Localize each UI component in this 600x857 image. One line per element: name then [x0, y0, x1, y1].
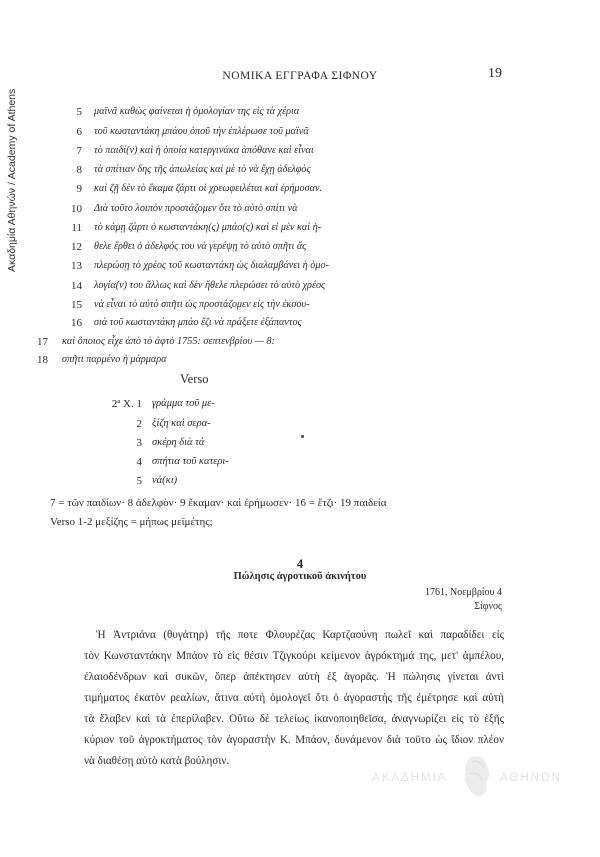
athena-emblem-icon: [458, 752, 494, 800]
line-number: 17: [37, 336, 48, 348]
line-text: μαϊνᾶ καθὼς φαίνεται ἡ ὁμολογίαν της εἰς τὰ χέρια: [94, 106, 300, 117]
line-number: 12: [71, 241, 82, 253]
summary-line: τιμήματος ἑκατὸν ρεαλίων, ἅτινα αὐτὴ ὁμολογεῖ ὅτι ὁ ἀγοραστὴς τῆς ἐμέτρησε καὶ αὐτὴ: [84, 692, 504, 704]
line-text: πλερώσῃ τὸ χρέος τοῦ κωσταντάκη ὡς διαλαμβάνει ἡ ὁμο-: [94, 260, 329, 271]
line-text: θελε ἔρθει ὁ ἀδελφός του νὰ γερέψῃ τὸ αὐτὸ σπῆτι ἄς: [94, 241, 307, 252]
line-number: 8: [76, 164, 82, 176]
line-number: 7: [76, 145, 82, 157]
line-number: 18: [37, 354, 48, 366]
line-number: 6: [76, 126, 82, 138]
summary-line: ἐλαιοδένδρων καὶ συκῶν, ὅπερ ἀπέκτησεν αὐτὴ ἐξ ἀγορᾶς. Ἡ πώλησις γίνεται ἀντὶ: [84, 671, 504, 683]
line-text: καὶ ὅποιος εἶχε ἀπὸ τὸ ἀφτὸ 1755: σεπτενβρίου — 8:: [62, 336, 275, 347]
line-text: σπῆτι παρμένο ἡ μάρμαρα: [62, 354, 167, 365]
critical-note: 7 = τῶν παιδίων· 8 ἀδελφὸν· 9 ἔκαμαν· καὶ ἐρήμωσεν· 16 = ἔτζι· 19 παιδεία: [50, 497, 387, 509]
line-number: 5: [76, 106, 82, 118]
verso-line-text: γράμμα τοῦ με-: [152, 398, 215, 409]
critical-note: Verso 1-2 μεξίζης = μήπως μεϊμέτης;: [50, 516, 213, 528]
document-title: Πώλησις ἀγροτικοῦ ἀκινήτου: [233, 571, 367, 582]
summary-line: κύριον τοῦ ἀγροκτήματος τὸν ἀγοραστὴν Κ. Μπάον, δυνάμενον διὰ τοῦτο ὡς ἴδιον πλέον: [84, 734, 504, 746]
side-label: Ακαδημία Αθηνών / Academy of Athens: [6, 88, 18, 273]
watermark-left-text: ΑΚΑΔΗΜΙΑ: [372, 772, 448, 784]
line-number: 15: [71, 299, 82, 311]
verso-line-number: 2: [136, 418, 142, 430]
line-number: 9: [76, 183, 82, 195]
line-text: τὰ σπίτιαν δης τῆς ἀπωλείας καὶ μὲ τὸ νὰ ἔχῃ ἀδελφὸς: [94, 164, 311, 175]
line-text: νὰ εἶναι τὸ αὐτὸ σπῆτι ὡς προστάζομεν εἰς τὴν ἐκσου-: [94, 299, 310, 310]
document-place: Σίφνος: [474, 601, 502, 612]
document-date: 1761, Νοεμβρίου 4: [424, 587, 502, 598]
line-number: 13: [71, 260, 82, 272]
document-number: 4: [296, 557, 304, 571]
verso-line-text: ξίζη καὶ σερα-: [152, 418, 211, 429]
line-number: 14: [71, 280, 82, 292]
line-text: καὶ ζῇ δὲν τὸ ἔκαμα ζάρτι οἱ χρεωφειλέται καὶ ἐρήμοσαν.: [94, 183, 323, 194]
summary-line: τὸν Κωνσταντάκην Μπάον τὸ εἰς θέσιν Τζιγκούρι κείμενον ἀγρόκτημά της, μετ' ἀμπέλου,: [84, 650, 504, 662]
line-text: τὸ κάμῃ ζάρτι ὁ κωσταντάκη(ς) μπάο(ς) καὶ εἰ μὲν καὶ ἡ-: [94, 222, 322, 233]
verso-heading: Verso: [180, 372, 209, 386]
line-number: 16: [71, 317, 82, 329]
summary-line: Ἡ Ἀντριάνα (θυγάτηρ) τῆς ποτε Φλουρέζας Καρτζαούνη πωλεῖ καὶ παραδίδει εἰς: [96, 629, 504, 641]
verso-line-number: 4: [136, 456, 142, 468]
line-number: 10: [71, 203, 82, 215]
watermark-right-text: ΑΘΗΝΩΝ: [500, 772, 562, 784]
line-text: λογία(ν) του ἄλλως καὶ δὲν ἤθελε πλερώσει τὸ αὐτὸ χρέος: [94, 280, 326, 291]
page-number: 19: [488, 66, 502, 81]
line-text: τοῦ κωσταντάκη μπάου ὁποῦ τὴν ἐπλέρωσε τοῦ μαϊνᾶ: [94, 126, 309, 137]
line-number: 11: [71, 222, 82, 234]
verso-line-text: σκέρη διὰ τά: [152, 437, 205, 448]
line-text: τὸ παιδί(ν) καὶ ἡ ὁποία κατεργινάκα ἀπόθανε καὶ εἶναι: [94, 145, 314, 156]
summary-line: νὰ διαθέσῃ αὐτὸ κατὰ βούλησιν.: [84, 755, 230, 767]
line-text: Διὰ τοῦτο λοιπὸν προστάζομεν ὅτι τὸ αὐτὸ σπίτι νὰ: [94, 203, 298, 214]
verso-line-number: 5: [136, 475, 142, 487]
verso-line-text: σπήτια τοῦ κατερι-: [152, 456, 229, 467]
line-text: σιὰ τοῦ κωσταντάκη μπάο ἔζι νὰ πράξετε ἐξάπαντος: [94, 317, 302, 328]
summary-line: τὰ ἔλαβεν καὶ τὰ ἐπερίλαβεν. Οὕτω δὲ τελείως ἱκανοποιηθεῖσα, ἀναγνωρίζει εἰς τὸ ἑξῆς: [84, 713, 504, 725]
academy-watermark: [372, 752, 572, 802]
verso-line-text: νά(κι): [152, 475, 178, 486]
verso-line-number: 3: [136, 437, 142, 449]
verso-line-number: 2ª X. 1: [111, 398, 142, 410]
ink-dot: [301, 435, 304, 438]
running-head: ΝΟΜΙΚΑ ΕΓΓΡΑΦΑ ΣΙΦΝΟΥ: [222, 70, 378, 82]
